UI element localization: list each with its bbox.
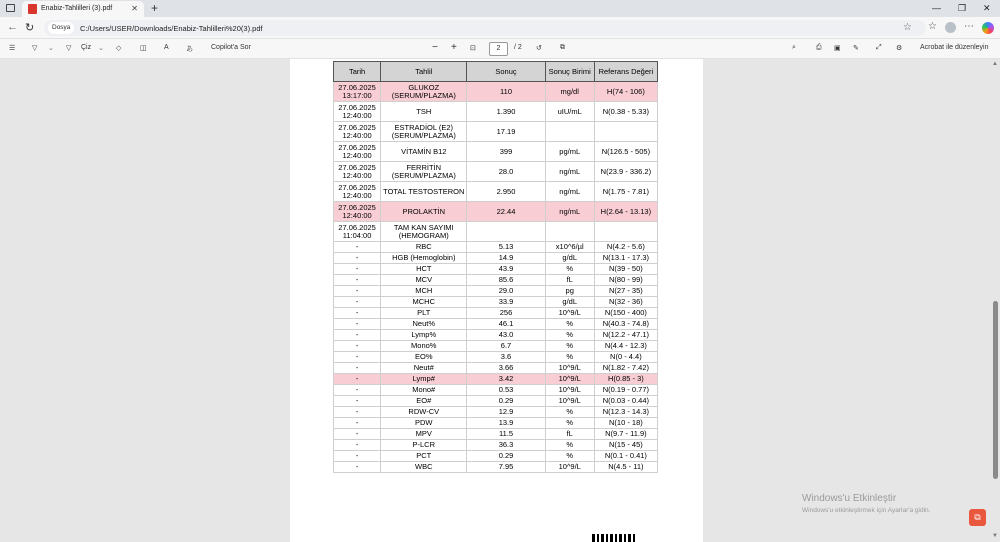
- cell-test: HCT: [381, 264, 467, 275]
- cell-result: 0.29: [467, 451, 545, 462]
- table-row: [334, 396, 658, 407]
- cell-reference: N(0.1 - 0.41): [594, 451, 657, 462]
- table-row: [334, 202, 658, 222]
- table-row: [334, 462, 658, 473]
- translate-icon[interactable]: あ: [186, 46, 193, 53]
- cell-reference: N(32 - 36): [594, 297, 657, 308]
- cell-test: MCH: [381, 286, 467, 297]
- page-total: / 2: [514, 44, 522, 51]
- draw-dropdown-icon[interactable]: ⌄: [98, 45, 104, 52]
- cell-date: -: [334, 253, 381, 264]
- zoom-out-button[interactable]: −: [432, 42, 438, 53]
- cell-reference: N(10 - 18): [594, 418, 657, 429]
- contents-icon[interactable]: ☰: [9, 45, 16, 52]
- pdf-file-icon: [28, 4, 37, 14]
- cell-result: 3.42: [467, 374, 545, 385]
- cell-test: PROLAKTİN: [381, 202, 467, 222]
- table-row: [334, 407, 658, 418]
- cell-unit: ng/mL: [545, 162, 594, 182]
- cell-result: 29.0: [467, 286, 545, 297]
- cell-test: Neut#: [381, 363, 467, 374]
- cell-test: PDW: [381, 418, 467, 429]
- cell-date: -: [334, 429, 381, 440]
- cell-result: 17.19: [467, 122, 545, 142]
- table-row: [334, 122, 658, 142]
- cell-unit: pg/mL: [545, 142, 594, 162]
- cell-test: TAM KAN SAYIMI (HEMOGRAM): [381, 222, 467, 242]
- cell-unit: %: [545, 451, 594, 462]
- acrobat-edit-button[interactable]: Acrobat ile düzenleyin: [920, 44, 989, 51]
- cell-date: 27.06.2025 12:40:00: [334, 202, 381, 222]
- cell-unit: %: [545, 352, 594, 363]
- cell-date: -: [334, 363, 381, 374]
- cell-date: -: [334, 242, 381, 253]
- cell-result: 85.6: [467, 275, 545, 286]
- cell-result: 1.390: [467, 102, 545, 122]
- cell-test: TSH: [381, 102, 467, 122]
- cell-result: 22.44: [467, 202, 545, 222]
- cell-date: -: [334, 407, 381, 418]
- cell-date: 27.06.2025 13:17:00: [334, 82, 381, 102]
- highlight-icon[interactable]: ▽: [32, 45, 38, 52]
- vertical-scrollbar[interactable]: [991, 59, 1000, 542]
- zoom-in-button[interactable]: +: [451, 42, 457, 53]
- table-row: [334, 385, 658, 396]
- table-row: [334, 253, 658, 264]
- copilot-ask-button[interactable]: Copilot'a Sor: [211, 44, 251, 51]
- cell-unit: %: [545, 418, 594, 429]
- tab-title: Enabiz-Tahlilleri (3).pdf: [41, 5, 113, 12]
- cell-result: 11.5: [467, 429, 545, 440]
- cell-test: FERRİTİN (SERUM/PLAZMA): [381, 162, 467, 182]
- cell-unit: x10^6/µl: [545, 242, 594, 253]
- search-icon[interactable]: ⌕: [792, 44, 796, 51]
- cell-reference: N(4.5 - 11): [594, 462, 657, 473]
- cell-unit: pg: [545, 286, 594, 297]
- table-header-row: [334, 62, 658, 82]
- cell-reference: H(2.64 - 13.13): [594, 202, 657, 222]
- cell-result: 14.9: [467, 253, 545, 264]
- cell-unit: %: [545, 407, 594, 418]
- settings-gear-icon[interactable]: ⚙: [896, 45, 903, 52]
- favorites-icon[interactable]: ☆: [928, 21, 937, 32]
- cell-reference: N(9.7 - 11.9): [594, 429, 657, 440]
- cell-date: -: [334, 297, 381, 308]
- cell-reference: N(0.38 - 5.33): [594, 102, 657, 122]
- table-row: [334, 429, 658, 440]
- cell-result: 43.9: [467, 264, 545, 275]
- cell-date: -: [334, 341, 381, 352]
- new-tab-button[interactable]: +: [151, 1, 159, 15]
- cell-date: -: [334, 440, 381, 451]
- cell-date: -: [334, 330, 381, 341]
- highlight-dropdown-icon[interactable]: ⌄: [48, 45, 54, 52]
- scroll-thumb[interactable]: [993, 301, 998, 479]
- cell-test: ESTRADİOL (E2) (SERUM/PLAZMA): [381, 122, 467, 142]
- rotate-icon[interactable]: ↺: [536, 45, 542, 52]
- cell-test: MCHC: [381, 297, 467, 308]
- cell-test: MPV: [381, 429, 467, 440]
- tab-close-button[interactable]: ✕: [131, 4, 138, 13]
- table-row: [334, 162, 658, 182]
- cell-unit: 10^9/L: [545, 462, 594, 473]
- header-test: Tahlil: [381, 62, 467, 82]
- table-row: [334, 440, 658, 451]
- cell-test: P-LCR: [381, 440, 467, 451]
- cell-reference: [594, 122, 657, 142]
- windows-activation-watermark: [802, 493, 930, 514]
- cell-test: RBC: [381, 242, 467, 253]
- qr-code: [592, 534, 636, 542]
- cell-reference: N(12.3 - 14.3): [594, 407, 657, 418]
- back-button[interactable]: ←: [7, 21, 18, 33]
- fit-page-icon[interactable]: ⊡: [470, 45, 476, 52]
- fullscreen-icon[interactable]: ⤢: [876, 44, 882, 51]
- table-row: [334, 319, 658, 330]
- tab-active[interactable]: [22, 1, 144, 17]
- cell-test: Neut%: [381, 319, 467, 330]
- cell-reference: N(0 - 4.4): [594, 352, 657, 363]
- table-row: [334, 82, 658, 102]
- cell-reference: N(13.1 - 17.3): [594, 253, 657, 264]
- save-as-icon[interactable]: ✎: [853, 45, 859, 52]
- cell-unit: g/dL: [545, 297, 594, 308]
- cell-result: 0.29: [467, 396, 545, 407]
- cell-unit: mg/dl: [545, 82, 594, 102]
- read-aloud-icon[interactable]: A: [164, 44, 169, 51]
- cell-result: 399: [467, 142, 545, 162]
- cell-date: 27.06.2025 12:40:00: [334, 122, 381, 142]
- cell-result: [467, 222, 545, 242]
- cell-test: PCT: [381, 451, 467, 462]
- cell-result: 7.95: [467, 462, 545, 473]
- cell-reference: N(4.4 - 12.3): [594, 341, 657, 352]
- cell-test: TOTAL TESTOSTERON: [381, 182, 467, 202]
- cell-unit: [545, 122, 594, 142]
- cell-result: 256: [467, 308, 545, 319]
- draw-icon[interactable]: ▽: [66, 45, 72, 52]
- cell-date: -: [334, 374, 381, 385]
- acrobat-icon[interactable]: ⧉: [969, 509, 986, 526]
- header-result: Sonuç: [467, 62, 545, 82]
- tab-strip: [0, 0, 1000, 17]
- cell-unit: [545, 222, 594, 242]
- cell-reference: N(4.2 - 5.6): [594, 242, 657, 253]
- cell-unit: g/dL: [545, 253, 594, 264]
- table-row: [334, 275, 658, 286]
- cell-result: 0.53: [467, 385, 545, 396]
- header-date: Tarih: [334, 62, 381, 82]
- cell-test: EO#: [381, 396, 467, 407]
- table-row: [334, 374, 658, 385]
- table-row: [334, 222, 658, 242]
- address-bar-row: [0, 17, 1000, 39]
- cell-date: -: [334, 319, 381, 330]
- table-row: [334, 330, 658, 341]
- table-row: [334, 142, 658, 162]
- cell-result: 2.950: [467, 182, 545, 202]
- cell-reference: H(74 - 106): [594, 82, 657, 102]
- cell-reference: N(126.5 - 505): [594, 142, 657, 162]
- cell-unit: ng/mL: [545, 202, 594, 222]
- cell-unit: %: [545, 330, 594, 341]
- cell-date: -: [334, 418, 381, 429]
- cell-reference: N(15 - 45): [594, 440, 657, 451]
- print-icon[interactable]: ⎙: [816, 44, 822, 51]
- cell-reference: H(0.85 - 3): [594, 374, 657, 385]
- table-row: [334, 242, 658, 253]
- cell-test: GLUKOZ (SERUM/PLAZMA): [381, 82, 467, 102]
- cell-unit: uIU/mL: [545, 102, 594, 122]
- scroll-up-icon[interactable]: ▲: [992, 61, 998, 67]
- table-row: [334, 286, 658, 297]
- pdf-toolbar: [0, 39, 1000, 59]
- watermark-subtitle: Windows'u etkinleştirmek için Ayarlar'a gidin.: [802, 507, 931, 514]
- cell-result: 3.66: [467, 363, 545, 374]
- cell-reference: N(27 - 35): [594, 286, 657, 297]
- table-row: [334, 102, 658, 122]
- cell-test: HGB (Hemoglobin): [381, 253, 467, 264]
- cell-result: 5.13: [467, 242, 545, 253]
- cell-reference: N(1.75 - 7.81): [594, 182, 657, 202]
- cell-date: -: [334, 396, 381, 407]
- address-bar[interactable]: [44, 20, 926, 36]
- scroll-down-icon[interactable]: ▼: [992, 533, 998, 539]
- header-unit: Sonuç Birimi: [545, 62, 594, 82]
- cell-unit: %: [545, 440, 594, 451]
- cell-date: -: [334, 264, 381, 275]
- minimize-button[interactable]: —: [932, 3, 941, 13]
- cell-test: PLT: [381, 308, 467, 319]
- close-window-button[interactable]: ✕: [983, 3, 991, 13]
- cell-test: WBC: [381, 462, 467, 473]
- cell-reference: N(40.3 - 74.8): [594, 319, 657, 330]
- table-row: [334, 182, 658, 202]
- profile-avatar[interactable]: [945, 22, 956, 33]
- cell-unit: 10^9/L: [545, 396, 594, 407]
- header-reference: Referans Değeri: [594, 62, 657, 82]
- draw-button[interactable]: Çiz: [81, 44, 92, 51]
- cell-date: 27.06.2025 12:40:00: [334, 162, 381, 182]
- table-row: [334, 352, 658, 363]
- reload-button[interactable]: ↻: [25, 22, 35, 34]
- cell-result: 36.3: [467, 440, 545, 451]
- cell-date: -: [334, 308, 381, 319]
- cell-test: MCV: [381, 275, 467, 286]
- cell-unit: fL: [545, 275, 594, 286]
- table-row: [334, 363, 658, 374]
- table-row: [334, 341, 658, 352]
- cell-unit: 10^9/L: [545, 385, 594, 396]
- cell-result: 12.9: [467, 407, 545, 418]
- cell-reference: N(12.2 - 47.1): [594, 330, 657, 341]
- cell-date: -: [334, 352, 381, 363]
- cell-date: -: [334, 275, 381, 286]
- more-menu-icon[interactable]: ⋯: [964, 21, 974, 32]
- cell-unit: 10^9/L: [545, 363, 594, 374]
- cell-test: VİTAMİN B12: [381, 142, 467, 162]
- cell-test: EO%: [381, 352, 467, 363]
- save-icon[interactable]: ▣: [834, 45, 841, 52]
- copilot-icon[interactable]: [982, 22, 994, 34]
- table-row: [334, 308, 658, 319]
- cell-reference: N(39 - 50): [594, 264, 657, 275]
- cell-test: Lymp#: [381, 374, 467, 385]
- cell-reference: [594, 222, 657, 242]
- cell-result: 6.7: [467, 341, 545, 352]
- cell-test: RDW-CV: [381, 407, 467, 418]
- cell-unit: %: [545, 264, 594, 275]
- cell-reference: N(0.19 - 0.77): [594, 385, 657, 396]
- tab-actions-icon[interactable]: [6, 4, 15, 12]
- cell-result: 28.0: [467, 162, 545, 182]
- favorite-star-icon[interactable]: ☆: [903, 22, 912, 33]
- cell-unit: %: [545, 341, 594, 352]
- cell-unit: 10^9/L: [545, 308, 594, 319]
- cell-test: Mono#: [381, 385, 467, 396]
- table-row: [334, 264, 658, 275]
- cell-unit: 10^9/L: [545, 374, 594, 385]
- cell-result: 46.1: [467, 319, 545, 330]
- cell-result: 3.6: [467, 352, 545, 363]
- page-number-input[interactable]: 2: [489, 42, 508, 56]
- cell-date: -: [334, 451, 381, 462]
- cell-reference: N(0.03 - 0.44): [594, 396, 657, 407]
- cell-test: Lymp%: [381, 330, 467, 341]
- cell-result: 43.0: [467, 330, 545, 341]
- cell-date: -: [334, 286, 381, 297]
- cell-reference: N(23.9 - 336.2): [594, 162, 657, 182]
- cell-date: 27.06.2025 11:04:00: [334, 222, 381, 242]
- cell-date: -: [334, 385, 381, 396]
- two-page-icon[interactable]: ⧉: [560, 44, 565, 51]
- cell-result: 110: [467, 82, 545, 102]
- table-row: [334, 418, 658, 429]
- page-view-icon[interactable]: ◫: [140, 45, 147, 52]
- table-row: [334, 451, 658, 462]
- table-row: [334, 297, 658, 308]
- cell-date: -: [334, 462, 381, 473]
- lab-results-table: [333, 61, 658, 473]
- cell-date: 27.06.2025 12:40:00: [334, 182, 381, 202]
- cell-unit: ng/mL: [545, 182, 594, 202]
- cell-test: Mono%: [381, 341, 467, 352]
- url-text[interactable]: C:/Users/USER/Downloads/Enabiz-Tahlilleri%20(3).pdf: [80, 24, 263, 33]
- cell-date: 27.06.2025 12:40:00: [334, 142, 381, 162]
- cell-reference: N(1.82 - 7.42): [594, 363, 657, 374]
- cell-unit: fL: [545, 429, 594, 440]
- cell-reference: N(150 - 400): [594, 308, 657, 319]
- cell-date: 27.06.2025 12:40:00: [334, 102, 381, 122]
- cell-reference: N(80 - 99): [594, 275, 657, 286]
- cell-unit: %: [545, 319, 594, 330]
- eraser-icon[interactable]: ◇: [116, 45, 122, 52]
- file-chip[interactable]: Dosya: [48, 22, 74, 34]
- maximize-button[interactable]: ❐: [958, 3, 967, 13]
- cell-result: 13.9: [467, 418, 545, 429]
- watermark-title: Windows'u Etkinleştir: [802, 493, 897, 504]
- cell-result: 33.9: [467, 297, 545, 308]
